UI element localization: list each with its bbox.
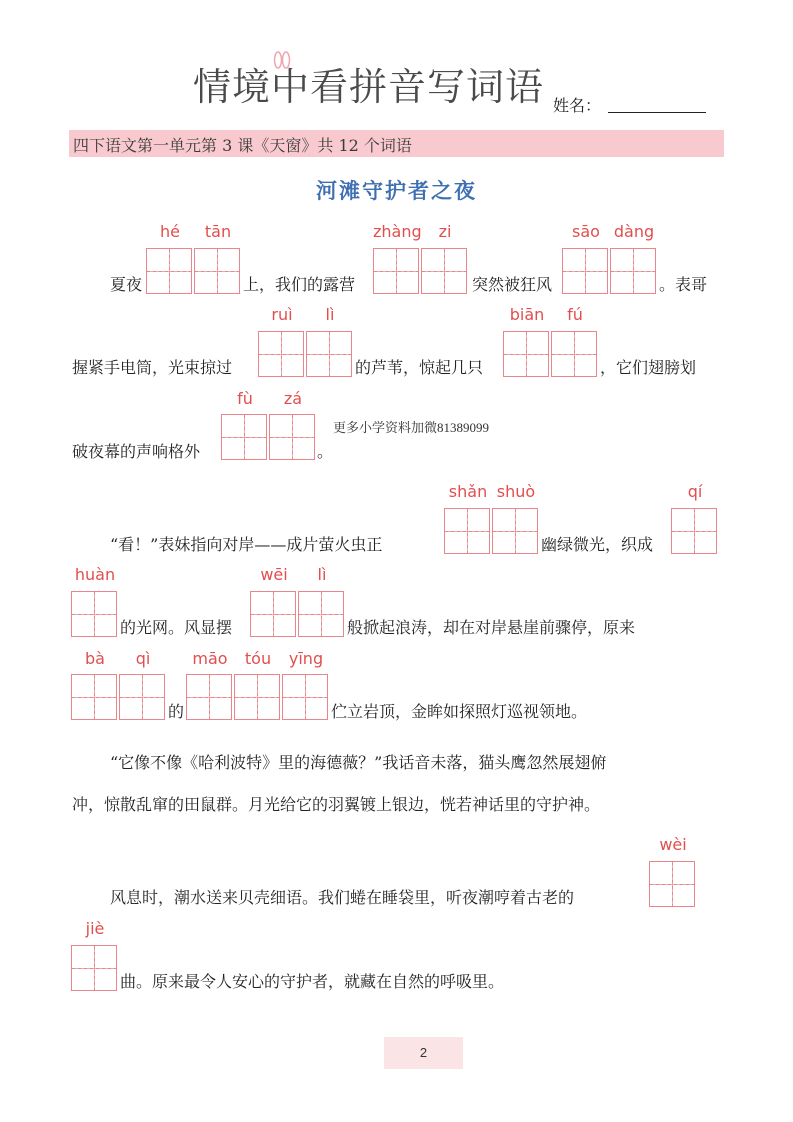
text-line: 伫立岩顶，金眸如探照灯巡视领地。 [331, 702, 588, 721]
pinyin: jiè [85, 919, 105, 938]
writing-box[interactable] [269, 414, 315, 460]
pinyin: qí [687, 482, 703, 501]
pinyin: bà [85, 649, 105, 668]
text-line: 突然被狂风 [472, 275, 553, 294]
logo-text: 情境中看拼音写词语 [193, 65, 545, 109]
watermark-text: 更多小学资料加微81389099 [333, 420, 490, 435]
writing-box[interactable] [71, 674, 117, 720]
text-line: 上，我们的露营 [243, 275, 356, 294]
text-line: 冲，惊散乱窜的田鼠群。月光给它的羽翼镀上银边，恍若神话里的守护神。 [72, 795, 601, 814]
pinyin: qì [135, 649, 151, 668]
pinyin: tān [204, 222, 232, 241]
writing-box[interactable] [503, 331, 549, 377]
writing-box[interactable] [250, 591, 296, 637]
writing-box[interactable] [373, 248, 419, 294]
text-line: 的光网。风显摆 [120, 618, 233, 637]
pinyin: dàng [613, 222, 655, 241]
pinyin: tóu [244, 649, 272, 668]
writing-box[interactable] [258, 331, 304, 377]
pinyin: fù [237, 389, 253, 408]
name-field[interactable] [608, 112, 706, 113]
text-line: 幽绿微光，织成 [541, 535, 654, 554]
writing-box[interactable] [71, 591, 117, 637]
pinyin: zi [438, 222, 452, 241]
text-line: 破夜幕的声响格外 [72, 442, 201, 461]
pinyin: yīng [288, 649, 324, 668]
logo [193, 62, 544, 112]
text-line: 。 [317, 442, 334, 461]
text-line: 般掀起浪涛，却在对岸悬崖前骤停，原来 [347, 618, 636, 637]
pinyin: shuò [496, 482, 536, 501]
text-line: 风息时，潮水送来贝壳细语。我们蜷在睡袋里，听夜潮哼着古老的 [110, 888, 575, 907]
pinyin: wēi [260, 565, 288, 584]
writing-box[interactable] [119, 674, 165, 720]
page-number: 2 [384, 1037, 463, 1069]
pinyin: biān [509, 305, 545, 324]
writing-box[interactable] [146, 248, 192, 294]
pinyin: hé [160, 222, 180, 241]
text-line: 曲。原来最令人安心的守护者，就藏在自然的呼吸里。 [120, 972, 505, 991]
writing-box[interactable] [234, 674, 280, 720]
pinyin: sāo [572, 222, 600, 241]
story-title: 河滩守护者之夜 [316, 178, 477, 203]
writing-box[interactable] [444, 508, 490, 554]
pinyin: shǎn [448, 482, 488, 501]
text-line: 。表哥 [659, 275, 708, 294]
pinyin: ruì [271, 305, 293, 324]
writing-box[interactable] [71, 945, 117, 991]
lesson-title: 四下语文第一单元第 3 课《天窗》共 12 个词语 [73, 136, 412, 155]
writing-box[interactable] [551, 331, 597, 377]
text-line: 握紧手电筒，光束掠过 [72, 358, 233, 377]
text-line: “看！”表妹指向对岸——成片萤火虫正 [110, 535, 383, 554]
writing-box[interactable] [194, 248, 240, 294]
writing-box[interactable] [282, 674, 328, 720]
writing-box[interactable] [671, 508, 717, 554]
writing-box[interactable] [562, 248, 608, 294]
pinyin: huàn [74, 565, 116, 584]
writing-box[interactable] [298, 591, 344, 637]
writing-box[interactable] [186, 674, 232, 720]
text-line: 的 [168, 702, 185, 721]
text-line: 的芦苇，惊起几只 [355, 358, 484, 377]
writing-box[interactable] [221, 414, 267, 460]
text-line: 夏夜 [110, 275, 143, 294]
writing-box[interactable] [649, 861, 695, 907]
text-line: “它像不像《哈利波特》里的海德薇？”我话音未落，猫头鹰忽然展翅俯 [110, 753, 607, 772]
writing-box[interactable] [306, 331, 352, 377]
writing-box[interactable] [610, 248, 656, 294]
pinyin: zá [283, 389, 303, 408]
pinyin: lì [325, 305, 335, 324]
writing-box[interactable] [492, 508, 538, 554]
pinyin: lì [317, 565, 327, 584]
pinyin: wèi [659, 835, 687, 854]
pinyin: fú [567, 305, 583, 324]
text-line: ，它们翅膀划 [600, 358, 697, 377]
rabbit-ears-icon [270, 50, 294, 76]
pinyin: māo [192, 649, 228, 668]
pinyin: zhàng [373, 222, 422, 241]
writing-box[interactable] [421, 248, 467, 294]
name-label: 姓名： [553, 96, 602, 115]
